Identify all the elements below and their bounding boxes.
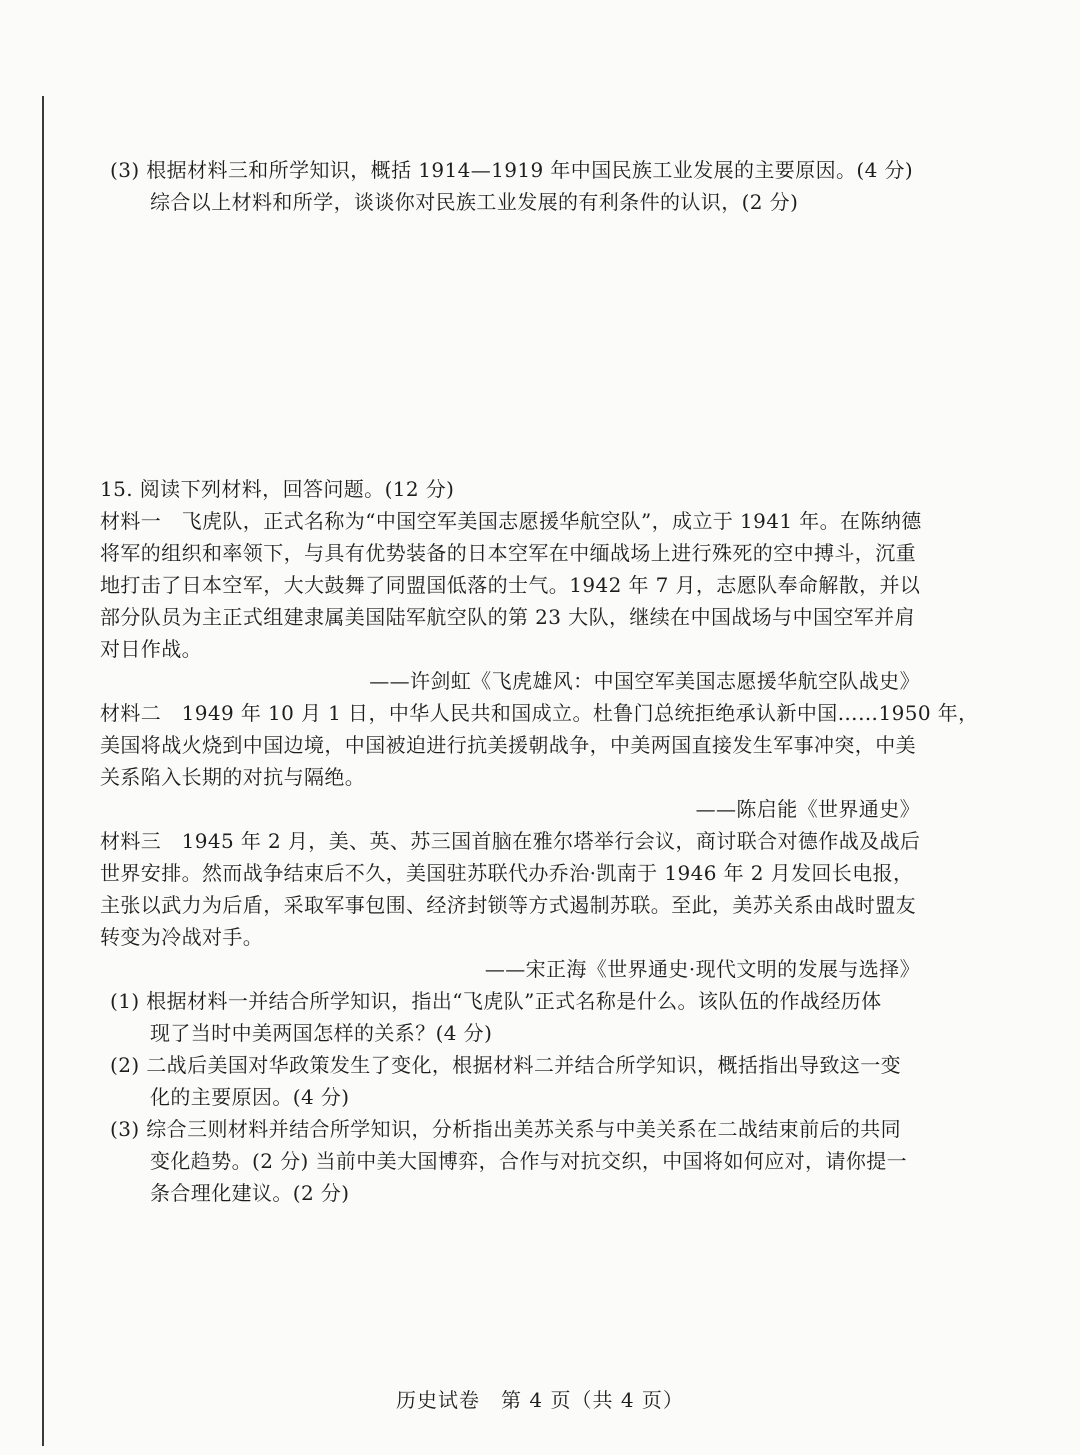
material-1-line: 将军的组织和率领下，与具有优势装备的日本空军在中缅战场上进行殊死的空中搏斗，沉重: [100, 541, 916, 565]
question-15-heading: 15. 阅读下列材料，回答问题。(12 分): [100, 477, 455, 501]
sub-question-2-cont: 化的主要原因。(4 分): [150, 1085, 350, 1109]
material-3-line: 世界安排。然而战争结束后不久，美国驻苏联代办乔治·凯南于 1946 年 2 月发回长电报，: [100, 861, 914, 885]
material-1-line: 材料一 飞虎队，正式名称为“中国空军美国志愿援华航空队”，成立于 1941 年。在陈纳德: [100, 509, 922, 533]
material-1-line: 对日作战。: [100, 637, 202, 661]
sub-question-3-cont: 变化趋势。(2 分) 当前中美大国博弈，合作与对抗交织，中国将如何应对，请你提一: [150, 1149, 908, 1173]
material-3-source: ——宋正海《世界通史·现代文明的发展与选择》: [484, 957, 920, 981]
sub-question-3: (3) 综合三则材料并结合所学知识，分析指出美苏关系与中美关系在二战结束前后的共同: [110, 1117, 902, 1141]
material-2-line: 材料二 1949 年 10 月 1 日，中华人民共和国成立。杜鲁门总统拒绝承认新中国……1950 年，: [100, 701, 979, 725]
material-1-line: 部分队员为主正式组建隶属美国陆军航空队的第 23 大队，继续在中国战场与中国空军并肩: [100, 605, 915, 629]
material-3-line: 转变为冷战对手。: [100, 925, 264, 949]
material-2-line: 关系陷入长期的对抗与隔绝。: [100, 765, 366, 789]
question-3-prompt: (3) 根据材料三和所学知识，概括 1914—1919 年中国民族工业发展的主要原因。(4 分): [110, 158, 914, 182]
sub-question-1-cont: 现了当时中美两国怎样的关系？(4 分): [150, 1021, 493, 1045]
material-3-line: 材料三 1945 年 2 月，美、英、苏三国首脑在雅尔塔举行会议，商讨联合对德作战及战后: [100, 829, 921, 853]
material-2-line: 美国将战火烧到中国边境，中国被迫进行抗美援朝战争，中美两国直接发生军事冲突，中美: [100, 733, 916, 757]
sub-question-2: (2) 二战后美国对华政策发生了变化，根据材料二并结合所学知识，概括指出导致这一变: [110, 1053, 902, 1077]
material-1-source: ——许剑虹《飞虎雄风：中国空军美国志愿援华航空队战史》: [369, 669, 920, 693]
material-1-line: 地打击了日本空军，大大鼓舞了同盟国低落的士气。1942 年 7 月，志愿队奉命解散，并以: [100, 573, 921, 597]
page-margin-line: [42, 96, 44, 1446]
page-footer: 历史试卷 第 4 页（共 4 页）: [396, 1388, 684, 1412]
material-3-line: 主张以武力为后盾，采取军事包围、经济封锁等方式遏制苏联。至此，美苏关系由战时盟友: [100, 893, 916, 917]
sub-question-3-cont: 条合理化建议。(2 分): [150, 1181, 350, 1205]
sub-question-1: (1) 根据材料一并结合所学知识，指出“飞虎队”正式名称是什么。该队伍的作战经历体: [110, 989, 882, 1013]
material-2-source: ——陈启能《世界通史》: [695, 797, 920, 821]
question-3-followup: 综合以上材料和所学，谈谈你对民族工业发展的有利条件的认识，(2 分): [150, 190, 799, 214]
